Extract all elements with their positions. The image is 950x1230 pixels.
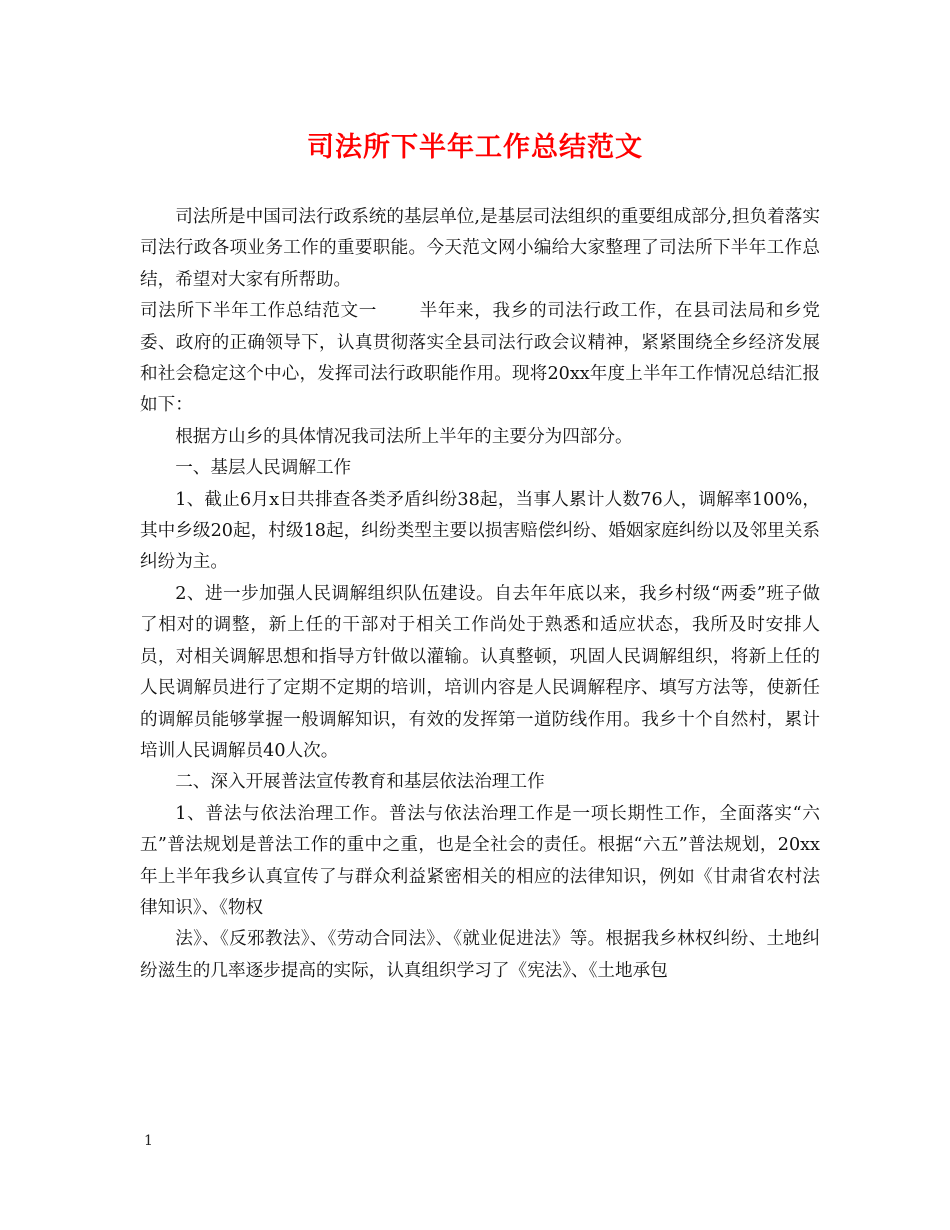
heading-mediation: 一、基层人民调解工作 [175,458,352,479]
paragraph-summary-opening [140,296,820,422]
paragraph-mediation-2: 2、进一步加强人民调解组织队伍建设。自去年年底以来，我乡村级“两委”班子做了相对的调整，新上任的干部对于相关工作尚处于熟悉和适应状态，我所及时安排人员，对相关调解思想和指导方针做以灌输。认真整顿，巩固人民调解组织，将新上任的人民调解员进行了定期不定期的培训，培训内容是人民调解程序、填写方法等，使新任的调解员能够掌握一般调解知识，有效的发挥第一道防线作用。我乡十个自然村，累计培训人民调解员40人次。 [140,583,820,761]
section-heading: 司法所下半年工作总结范文一 [140,301,377,322]
summary-opening-text: 半年来，我乡的司法行政工作，在县司法局和乡党委、政府的正确领导下，认真贯彻落实全县司法行政会议精神，紧紧围绕全乡经济发展和社会稳定这个中心，发挥司法行政职能作用。现将20xx年度上半年工作情况总结汇报如下： [140,301,820,416]
page-number: 1 [144,1133,153,1149]
paragraph-legal-education-1: 1、普法与依法治理工作。普法与依法治理工作是一项长期性工作，全面落实“六五”普法规划是普法工作的重中之重，也是全社会的责任。根据“六五”普法规划，20xx年上半年我乡认真宣传了与群众利益紧密相关的相应的法律知识，例如《甘肃省农村法律知识》、《物权 [140,803,820,918]
paragraph-intro: 司法所是中国司法行政系统的基层单位,是基层司法组织的重要组成部分,担负着落实司法行政各项业务工作的重要职能。今天范文网小编给大家整理了司法所下半年工作总结，希望对大家有所帮助。 [140,207,820,290]
paragraph-mediation-1: 1、截止6月x日共排查各类矛盾纠纷38起，当事人累计人数76人，调解率100%，其中乡级20起，村级18起，纠纷类型主要以损害赔偿纠纷、婚姻家庭纠纷以及邻里关系纠纷为主。 [140,489,820,573]
document-body [140,202,820,987]
paragraph-overview: 根据方山乡的具体情况我司法所上半年的主要分为四部分。 [175,426,633,447]
document-title: 司法所下半年工作总结范文 [307,132,643,163]
paragraph-legal-education-2: 法》、《反邪教法》、《劳动合同法》、《就业促进法》等。根据我乡林权纠纷、土地纠纷滋生的几率逐步提高的实际，认真组织学习了《宪法》、《土地承包 [140,929,820,981]
heading-legal-education: 二、深入开展普法宣传教育和基层依法治理工作 [175,772,545,793]
